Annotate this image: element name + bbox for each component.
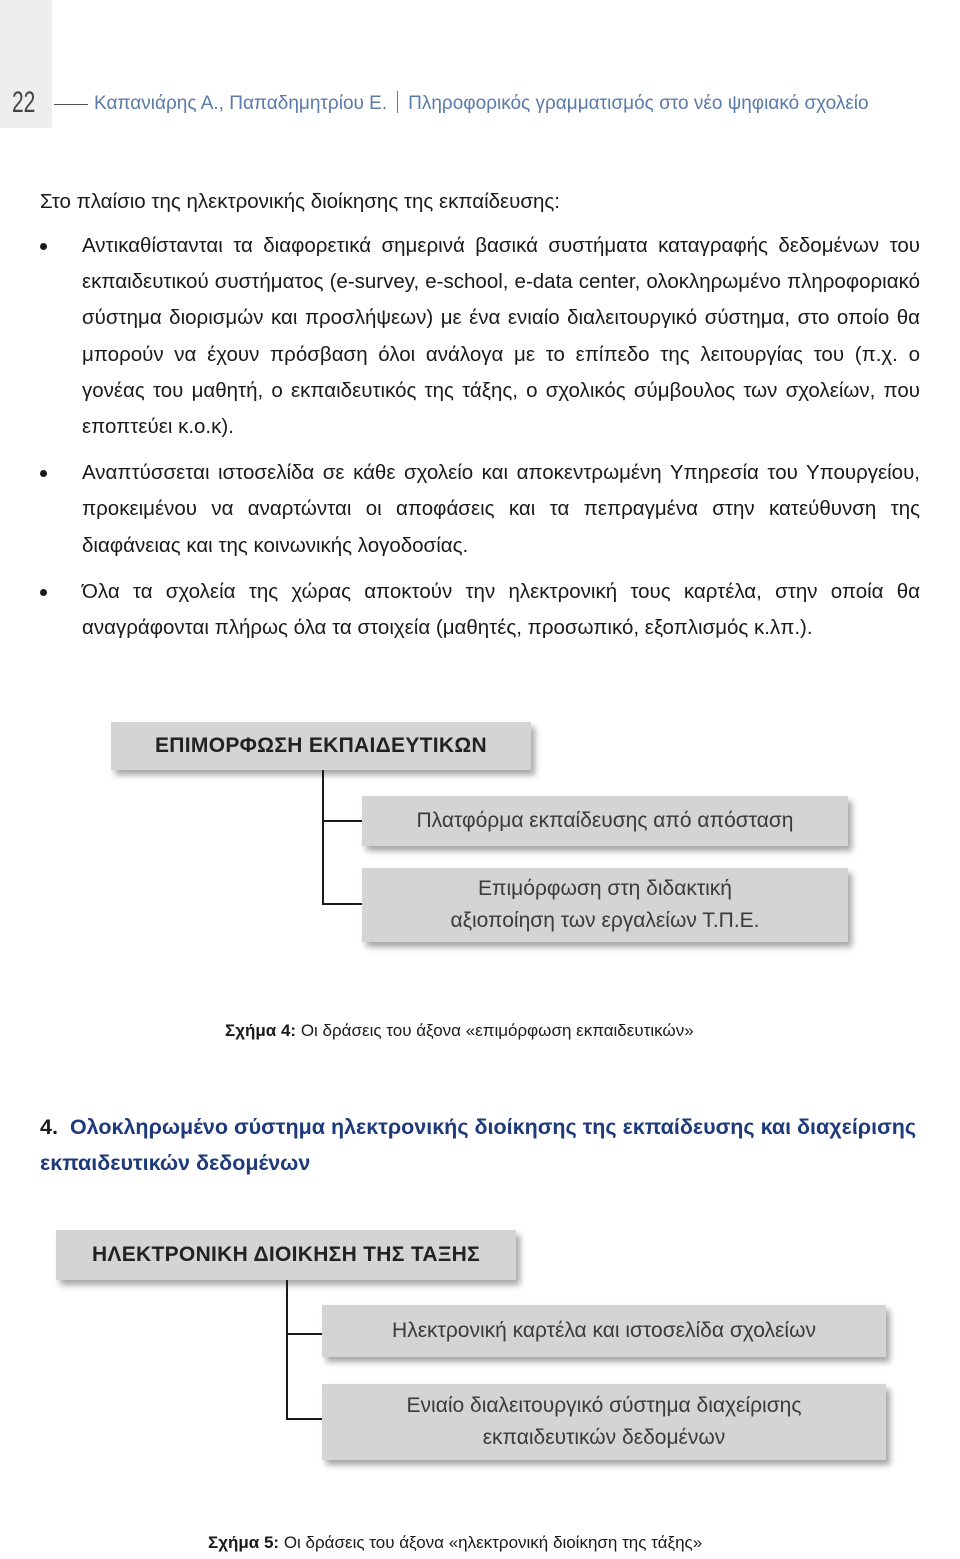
header-rule (54, 104, 88, 105)
figure-4-connector-vertical (322, 770, 324, 905)
running-head (94, 91, 869, 115)
list-item-text: Όλα τα σχολεία της χώρας αποκτούν την ηλεκτρονική τους καρτέλα, στην οποία θα αναγράφονται πλήρως όλα τα στοιχεία (μαθητές, προσωπικό, εξοπλισμός κ.λπ.). (82, 579, 920, 640)
figure-4-item-box: Πλατφόρμα εκπαίδευσης από απόσταση (362, 796, 848, 846)
running-head-authors: Καπανιάρης Α., Παπαδημητρίου Ε. (94, 93, 388, 114)
section-heading (40, 1109, 920, 1181)
figure-5-connector-vertical (286, 1280, 288, 1420)
bullet-dot-icon (40, 470, 47, 477)
figure-4-item-box: Επιμόρφωση στη διδακτική αξιοποίηση των εργαλείων Τ.Π.Ε. (362, 868, 848, 942)
figure-5-caption-text: Οι δράσεις του άξονα «ηλεκτρονική διοίκηση της τάξης» (283, 1533, 703, 1552)
figure-4-connector-branch-1 (322, 820, 362, 822)
figure-5-connector-branch-2 (286, 1418, 322, 1420)
figure-4-caption-text: Οι δράσεις του άξονα «επιμόρφωση εκπαιδευτικών» (300, 1021, 694, 1040)
figure-5-item-box: Ενιαίο διαλειτουργικό σύστημα διαχείρισης εκπαιδευτικών δεδομένων (322, 1384, 886, 1460)
bullet-dot-icon (40, 589, 47, 596)
list-item (40, 455, 920, 564)
running-head-separator (397, 91, 398, 113)
bullet-list (40, 228, 920, 656)
bullet-dot-icon (40, 243, 47, 250)
list-item-text: Αντικαθίστανται τα διαφορετικά σημερινά βασικά συστήματα καταγραφής δεδομένων του εκπαιδευτικού συστήματος (e-survey, e-school, e-data center, ολοκληρωμένο πληροφοριακό σύστημα διορισμών και προσλήψεων) με ένα ενιαίο διαλειτουργικό σύστημα, στο οποίο θα μπορούν να έχουν πρόσβαση όλοι ανάλογα με το επίπεδο της λειτουργίας του (π.χ. ο γονέας του μαθητή, ο εκπαιδευτικός της τάξης, ο σχολικός σύμβουλος των σχολείων, που εποπτεύει κ.ο.κ). (82, 234, 920, 439)
figure-4-caption (225, 1021, 694, 1041)
intro-paragraph: Στο πλαίσιο της ηλεκτρονικής διοίκησης της εκπαίδευσης: (40, 190, 561, 213)
figure-5-caption (208, 1533, 702, 1553)
running-head-title: Πληροφορικός γραμματισμός στο νέο ψηφιακό σχολείο (408, 93, 869, 114)
figure-5-item-box: Ηλεκτρονική καρτέλα και ιστοσελίδα σχολείων (322, 1305, 886, 1357)
figure-4-connector-branch-2 (322, 903, 362, 905)
figure-5-connector-branch-1 (286, 1333, 322, 1335)
list-item (40, 228, 920, 445)
list-item (40, 574, 920, 646)
section-number: 4. (40, 1115, 58, 1139)
page-number: 22 (12, 86, 36, 119)
figure-4-caption-label: Σχήμα 4: (225, 1021, 297, 1040)
figure-5-caption-label: Σχήμα 5: (208, 1533, 280, 1552)
section-title: Ολοκληρωμένο σύστημα ηλεκτρονικής διοίκησης της εκπαίδευσης και διαχείρισης εκπαιδευτικών δεδομένων (40, 1115, 917, 1175)
figure-5-head-box: ΗΛΕΚΤΡΟΝΙΚΗ ΔΙΟΙΚΗΣΗ ΤΗΣ ΤΑΞΗΣ (56, 1230, 516, 1280)
list-item-text: Αναπτύσσεται ιστοσελίδα σε κάθε σχολείο και αποκεντρωμένη Υπηρεσία του Υπουργείου, προκειμένου να αναρτώνται οι αποφάσεις και τα πεπραγμένα στην κατεύθυνση της διαφάνειας και της κοινωνικής λογοδοσίας. (82, 461, 920, 557)
figure-4-head-box: ΕΠΙΜΟΡΦΩΣΗ ΕΚΠΑΙΔΕΥΤΙΚΩΝ (111, 722, 531, 770)
